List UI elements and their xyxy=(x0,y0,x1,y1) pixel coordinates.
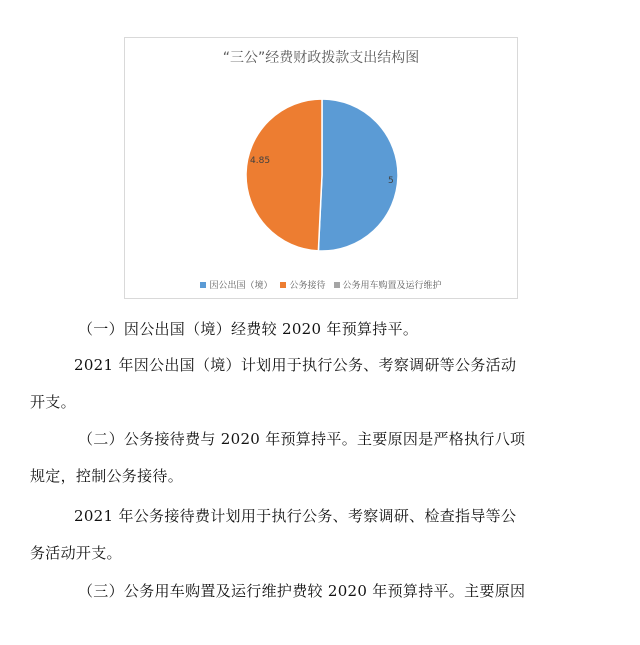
pie-chart xyxy=(124,37,518,299)
paragraph-reception-detail xyxy=(30,506,612,563)
paragraph-line: 开支。 xyxy=(30,393,76,411)
paragraph-line: （三）公务用车购置及运行维护费较 2020 年预算持平。主要原因 xyxy=(78,582,526,600)
paragraph-outbound-summary xyxy=(78,319,640,339)
paragraph-line: 规定，控制公务接待。 xyxy=(30,467,184,485)
legend-item-outbound xyxy=(200,278,272,291)
legend-swatch-reception xyxy=(280,282,286,288)
data-label-outbound: 5 xyxy=(388,176,394,186)
legend-label-vehicles: 公务用车购置及运行维护 xyxy=(342,281,442,291)
paragraph-line: 2021 年公务接待费计划用于执行公务、考察调研、检查指导等公 xyxy=(74,507,517,525)
pie-slice-outbound xyxy=(318,99,398,251)
pie-slice-reception xyxy=(246,99,322,251)
pie-plot-area xyxy=(125,38,519,300)
legend-label-reception: 公务接待 xyxy=(289,281,326,291)
legend-swatch-outbound xyxy=(200,282,206,288)
chart-legend xyxy=(125,278,517,291)
paragraph-line: （一）因公出国（境）经费较 2020 年预算持平。 xyxy=(78,320,419,338)
legend-item-reception xyxy=(280,278,325,291)
paragraph-line: 2021 年因公出国（境）计划用于执行公务、考察调研等公务活动 xyxy=(74,356,517,374)
legend-swatch-vehicles xyxy=(334,282,340,288)
paragraph-line: 务活动开支。 xyxy=(30,544,122,562)
data-label-reception: 4.85 xyxy=(250,156,271,166)
paragraph-vehicles-summary xyxy=(78,581,640,601)
paragraph-outbound-detail xyxy=(30,355,612,412)
paragraph-line: （二）公务接待费与 2020 年预算持平。主要原因是严格执行八项 xyxy=(78,430,526,448)
paragraph-reception-summary xyxy=(30,429,612,486)
chart-title: “三公”经费财政拨款支出结构图 xyxy=(222,50,420,66)
legend-item-vehicles xyxy=(334,278,442,291)
legend-label-outbound: 因公出国（境） xyxy=(209,281,273,291)
